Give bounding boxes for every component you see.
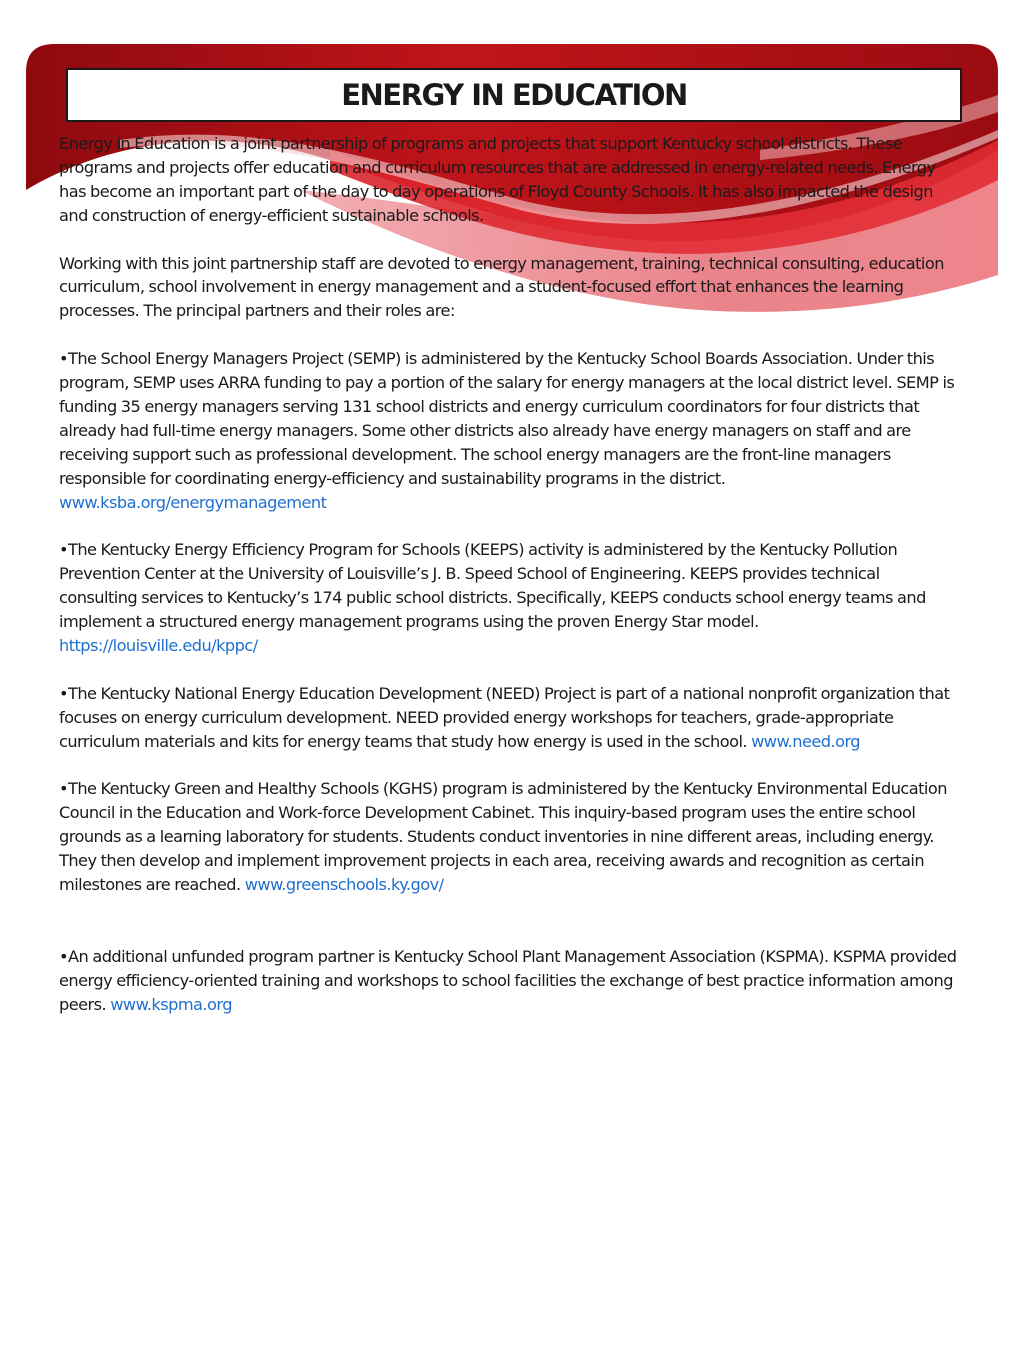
paragraph-intro [59, 132, 961, 228]
page-title: ENERGY IN EDUCATION [341, 78, 687, 112]
paragraph-text: •The School Energy Managers Project (SEMP) is administered by the Kentucky School Boards Association. Under this program, SEMP uses ARRA funding to pay a portion of the salary for energy managers at the local district level. SEMP is funding 35 energy managers serving 131 school districts and energy curriculum coordinators for four districts that already had full-time energy managers. Some other districts also already have energy managers on staff and are receiving support such as professional development. The school energy managers are the front-line managers responsible for coordinating energy-efficiency and sustainability programs in the district. [59, 349, 955, 488]
paragraph-text: Working with this joint partnership staff are devoted to energy management, training, technical consulting, education curriculum, school involvement in energy management and a student-focused effort that enhances the learning processes. The principal partners and their roles are: [59, 253, 944, 321]
need-link[interactable]: www.need.org [751, 731, 861, 751]
louisville-kppc-link[interactable]: https://louisville.edu/kppc/ [59, 635, 258, 655]
kspma-link[interactable]: www.kspma.org [110, 994, 232, 1014]
body-content [59, 132, 961, 1040]
paragraph-keeps [59, 538, 961, 658]
paragraph-semp [59, 347, 961, 514]
paragraph-kspma [59, 945, 961, 1017]
title-box [66, 68, 962, 122]
paragraph-text: •The Kentucky National Energy Education Development (NEED) Project is part of a national nonprofit organization that focuses on energy curriculum development. NEED provided energy workshops for teachers, grade-appropriate curriculum materials and kits for energy teams that study how energy is used in the school. [59, 683, 950, 751]
paragraph-text: •The Kentucky Energy Efficiency Program for Schools (KEEPS) activity is administered by the Kentucky Pollution Prevention Center at the University of Louisville’s J. B. Speed School of Engineering. KEEPS provides technical consulting services to Kentucky’s 174 public school districts. Specifically, KEEPS conducts school energy teams and implement a structured energy management programs using the proven Energy Star model. [59, 540, 926, 632]
paragraph-text: •An additional unfunded program partner is Kentucky School Plant Management Association (KSPMA). KSPMA provided energy efficiency-oriented training and workshops to school facilities the exchange of best practice information among peers. [59, 946, 957, 1014]
paragraph-kghs [59, 777, 961, 897]
greenschools-link[interactable]: www.greenschools.ky.gov/ [244, 875, 444, 895]
paragraph-need [59, 682, 961, 754]
paragraph-text: •The Kentucky Green and Healthy Schools (KGHS) program is administered by the Kentucky Environmental Education Council in the Education and Work-force Development Cabinet. This inquiry-based program uses the entire school grounds as a learning laboratory for students. Students conduct inventories in nine different areas, including energy. They then develop and implement improvement projects in each area, receiving awards and recognition as certain milestones are reached. [59, 779, 947, 895]
ksba-link[interactable]: www.ksba.org/energymanagement [59, 492, 327, 512]
paragraph-text: Energy in Education is a joint partnership of programs and projects that support Kentucky school districts. These programs and projects offer education and curriculum resources that are addressed in energy-related needs. Energy has become an important part of the day to day operations of Floyd County Schools. It has also impacted the design and construction of energy-efficient sustainable schools. [59, 134, 936, 225]
paragraph-partners-intro [59, 252, 961, 324]
